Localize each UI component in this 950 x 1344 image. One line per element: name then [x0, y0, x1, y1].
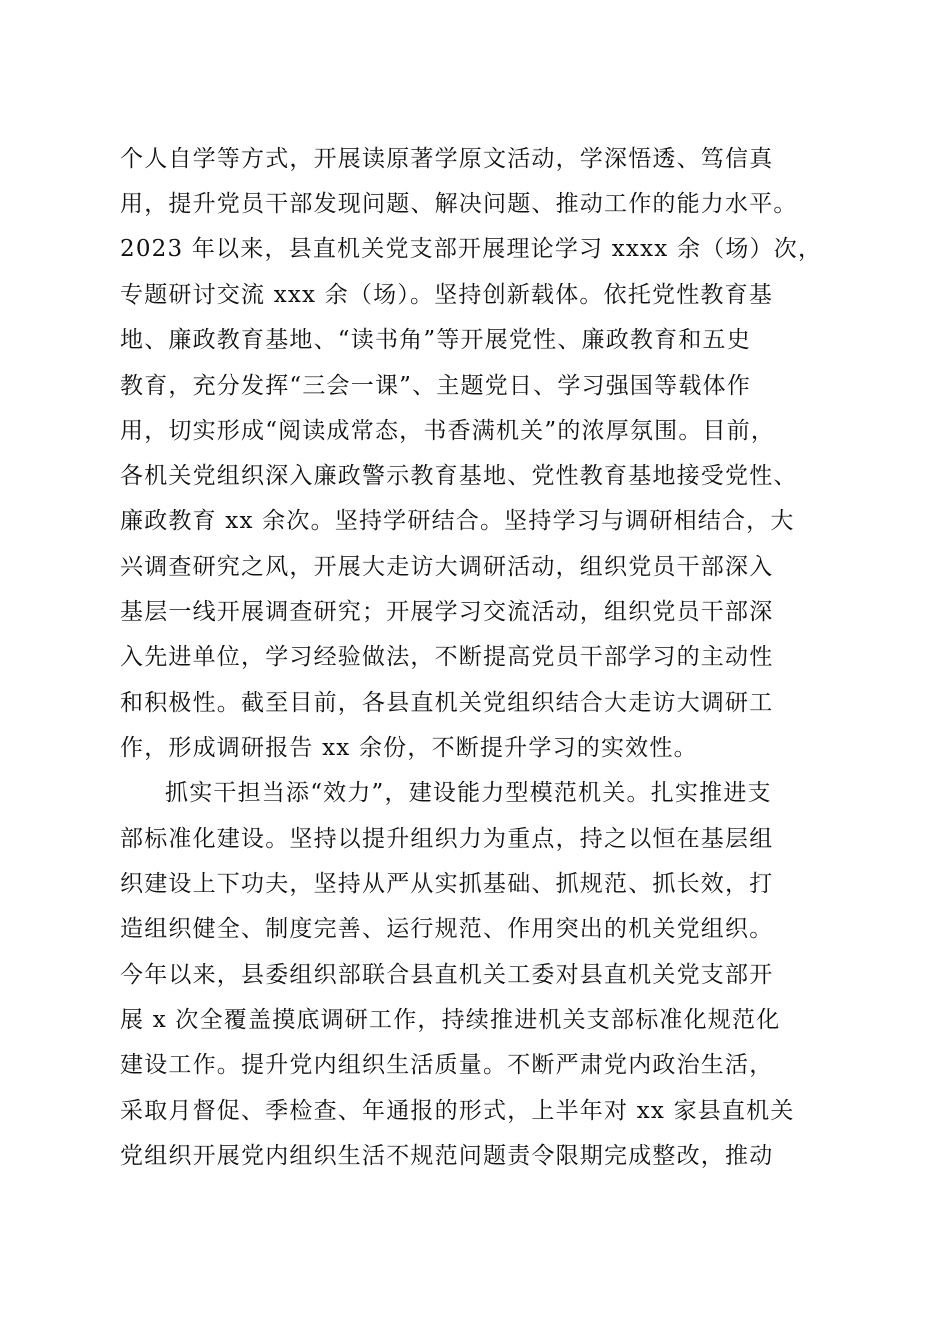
paragraph-first-line: 抓实干担当添“效力”，建设能力型模范机关。扎实推进支	[165, 780, 772, 806]
text-line: 今年以来，县委组织部联合县直机关工委对县直机关党支部开	[120, 962, 774, 988]
text-line: 建设工作。提升党内组织生活质量。不断严肃党内政治生活，	[120, 1052, 774, 1078]
text-line: 用，切实形成“阅读成常态，书香满机关”的浓厚氛围。目前，	[120, 418, 776, 444]
text-line: 织建设上下功夫，坚持从严从实抓基础、抓规范、抓长效，打	[120, 871, 774, 897]
text-line: 采取月督促、季检查、年通报的形式，上半年对 xx 家县直机关	[120, 1098, 795, 1124]
text-line: 2023 年以来，县直机关党支部开展理论学习 xxxx 余（场）次，	[120, 236, 823, 262]
text-line: 和积极性。截至目前，各县直机关党组织结合大走访大调研工	[120, 690, 774, 716]
text-line: 地、廉政教育基地、“读书角”等开展党性、廉政教育和五史	[120, 327, 751, 353]
text-line: 廉政教育 xx 余次。坚持学研结合。坚持学习与调研相结合，大	[120, 508, 795, 534]
text-line: 专题研讨交流 xxx 余（场）。坚持创新载体。依托党性教育基	[120, 282, 774, 308]
text-line: 个人自学等方式，开展读原著学原文活动，学深悟透、笃信真	[120, 146, 774, 172]
text-line: 入先进单位，学习经验做法，不断提高党员干部学习的主动性	[120, 644, 774, 670]
text-line: 部标准化建设。坚持以提升组织力为重点，持之以恒在基层组	[120, 826, 774, 852]
text-line: 教育，充分发挥“三会一课”、主题党日、学习强国等载体作	[120, 373, 751, 399]
text-line: 党组织开展党内组织生活不规范问题责令限期完成整改，推动	[120, 1143, 774, 1169]
text-line: 造组织健全、制度完善、运行规范、作用突出的机关党组织。	[120, 916, 774, 942]
text-line: 基层一线开展调查研究；开展学习交流活动，组织党员干部深	[120, 599, 774, 625]
text-line: 各机关党组织深入廉政警示教育基地、党性教育基地接受党性、	[120, 463, 798, 489]
text-line: 用，提升党员干部发现问题、解决问题、推动工作的能力水平。	[120, 191, 798, 217]
text-line: 作，形成调研报告 xx 余份，不断提升学习的实效性。	[120, 735, 698, 761]
text-line: 兴调查研究之风，开展大走访大调研活动，组织党员干部深入	[120, 554, 774, 580]
text-line: 展 x 次全覆盖摸底调研工作，持续推进机关支部标准化规范化	[120, 1007, 781, 1033]
